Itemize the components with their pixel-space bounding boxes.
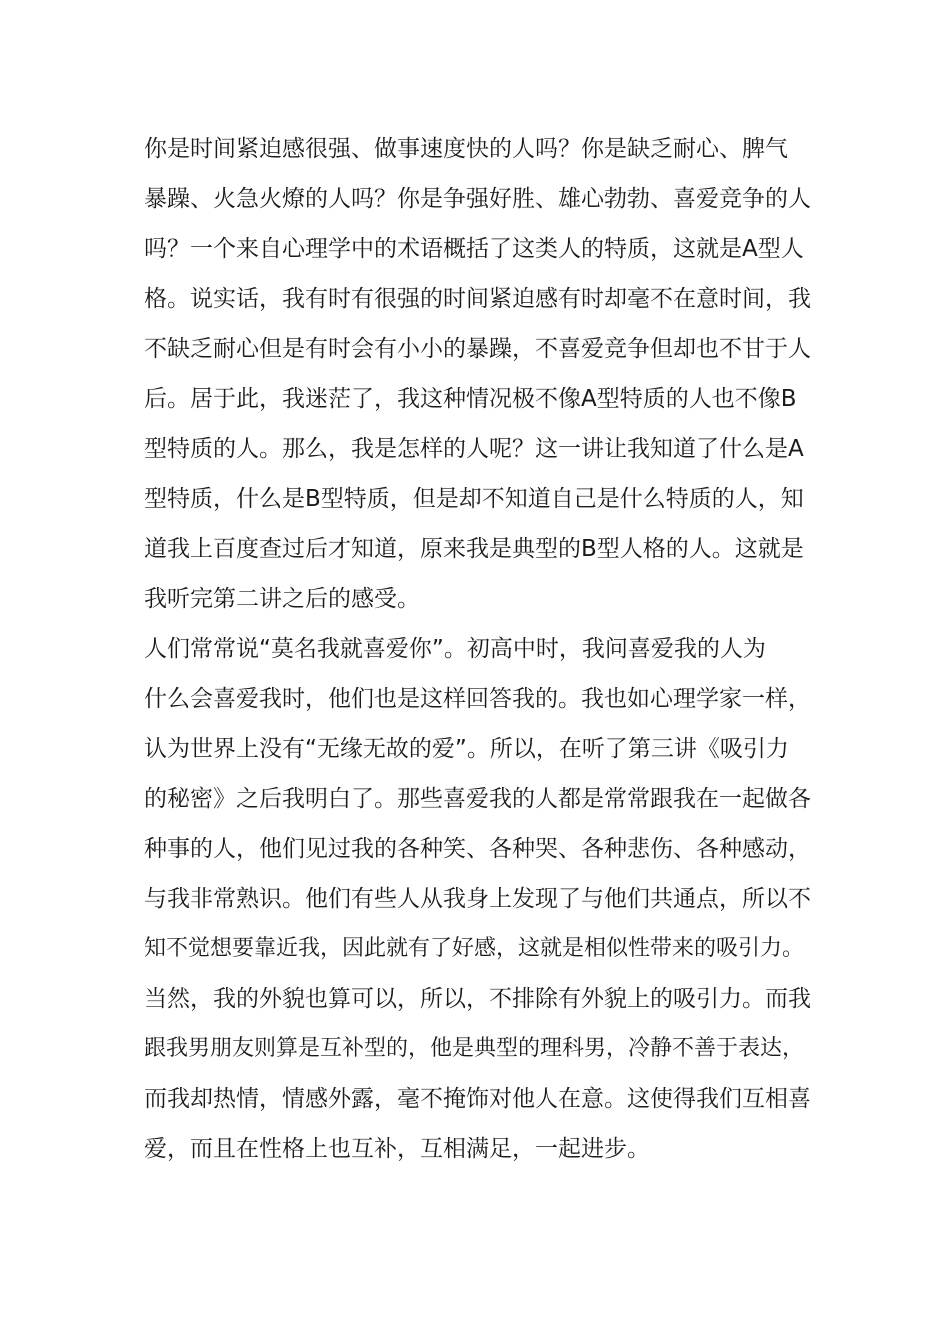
text-line: 当然，我的外貌也算可以，所以，不排除有外貌上的吸引力。而我 [144, 986, 811, 1012]
text-line: 爱，而且在性格上也互补，互相满足，一起进步。 [144, 1136, 650, 1162]
document-body [144, 124, 816, 1174]
text-line: 知不觉想要靠近我，因此就有了好感，这就是相似性带来的吸引力。 [144, 936, 805, 961]
text-line: 而我却热情，情感外露，毫不掩饰对他人在意。这使得我们互相喜 [144, 1086, 811, 1112]
text-line: 与我非常熟识。他们有些人从我身上发现了与他们共通点，所以不 [144, 886, 811, 912]
text-line: 吗？一个来自心理学中的术语概括了这类人的特质，这就是A型人 [144, 236, 804, 262]
text-line: 不缺乏耐心但是有时会有小小的暴躁，不喜爱竞争但却也不甘于人 [144, 336, 811, 362]
text-line: 跟我男朋友则算是互补型的，他是典型的理科男，冷静不善于表达， [144, 1036, 805, 1061]
text-line: 人们常常说“莫名我就喜爱你”。初高中时，我问喜爱我的人为 [144, 636, 766, 662]
text-line: 你是时间紧迫感很强、做事速度快的人吗？你是缺乏耐心、脾气 [144, 136, 788, 162]
paragraph-1 [144, 124, 816, 624]
paragraph-2 [144, 624, 816, 1174]
text-line: 什么会喜爱我时，他们也是这样回答我的。我也如心理学家一样， [144, 686, 811, 712]
text-line: 的秘密》之后我明白了。那些喜爱我的人都是常常跟我在一起做各 [144, 786, 811, 812]
text-line: 我听完第二讲之后的感受。 [144, 586, 420, 612]
text-line: 暴躁、火急火燎的人吗？你是争强好胜、雄心勃勃、喜爱竞争的人 [144, 186, 811, 212]
text-line: 认为世界上没有“无缘无故的爱”。所以，在听了第三讲《吸引力 [144, 736, 789, 762]
text-line: 种事的人，他们见过我的各种笑、各种哭、各种悲伤、各种感动， [144, 836, 811, 862]
text-line: 后。居于此，我迷茫了，我这种情况极不像A型特质的人也不像B [144, 386, 797, 412]
text-line: 道我上百度查过后才知道，原来我是典型的B型人格的人。这就是 [144, 536, 804, 562]
text-line: 格。说实话，我有时有很强的时间紧迫感有时却毫不在意时间，我 [144, 286, 811, 312]
text-line: 型特质的人。那么，我是怎样的人呢？这一讲让我知道了什么是A [144, 436, 804, 462]
text-line: 型特质，什么是B型特质，但是却不知道自己是什么特质的人，知 [144, 486, 804, 512]
